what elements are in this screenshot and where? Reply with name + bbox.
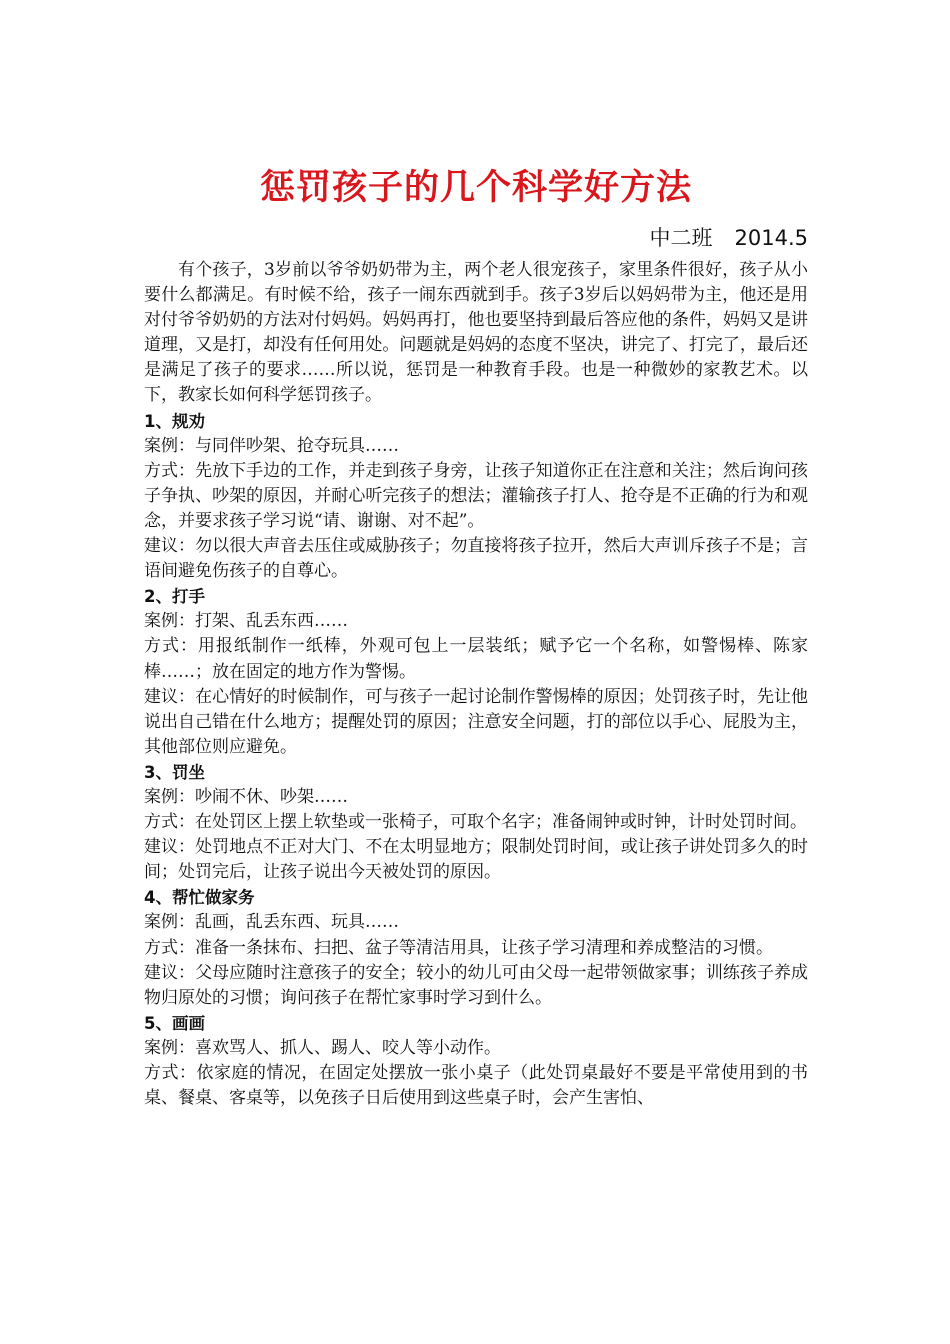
- section-heading: 4、帮忙做家务: [144, 888, 255, 908]
- intro-paragraph: 有个孩子，3岁前以爷爷奶奶带为主，两个老人很宠孩子，家里条件很好，孩子从小要什么都满足。有时候不给，孩子一闹东西就到手。孩子3岁后以妈妈带为主，他还是用对付爷爷奶奶的方法对付妈妈。妈妈再打，他也要坚持到最后答应他的条件，妈妈又是讲道理，又是打，却没有任何用处。问题就是妈妈的态度不坚决，讲完了、打完了，最后还是满足了孩子的要求……所以说，惩罚是一种教育手段。也是一种微妙的家教艺术。以下，教家长如何科学惩罚孩子。: [144, 260, 808, 406]
- case-text: 案例：吵闹不休、吵架……: [144, 786, 348, 807]
- section-heading: 2、打手: [144, 587, 205, 607]
- advice-text: 建议：处罚地点不正对大门、不在太明显地方；限制处罚时间，或让孩子讲处罚多久的时间；处罚完后，让孩子说出今天被处罚的原因。: [144, 837, 808, 883]
- case-text: 案例：喜欢骂人、抓人、踢人、咬人等小动作。: [144, 1037, 501, 1058]
- date: 2014.5: [734, 226, 808, 250]
- advice-text: 建议：在心情好的时候制作，可与孩子一起讨论制作警惕棒的原因；处罚孩子时，先让他说出自己错在什么地方；提醒处罚的原因；注意安全问题，打的部位以手心、屁股为主，其他部位则应避免。: [144, 686, 808, 757]
- method-text: 方式：先放下手边的工作，并走到孩子身旁，让孩子知道你正在注意和关注；然后询问孩子争执、吵架的原因，并耐心听完孩子的想法；灌输孩子打人、抢夺是不正确的行为和观念，并要求孩子学习说“请、谢谢、对不起”。: [144, 460, 808, 531]
- document-title: 惩罚孩子的几个科学好方法: [259, 167, 692, 208]
- case-text: 案例：乱画，乱丢东西、玩具……: [144, 912, 399, 933]
- method-text: 方式：用报纸制作一纸棒，外观可包上一层装纸；赋予它一个名称，如警惕棒、陈家棒……；放在固定的地方作为警惕。: [144, 636, 808, 682]
- section-heading: 3、罚坐: [144, 762, 205, 782]
- case-text: 案例：与同伴吵架、抢夺玩具……: [144, 435, 399, 456]
- section-heading: 5、画画: [144, 1013, 205, 1033]
- byline: [650, 222, 808, 252]
- method-text: 方式：依家庭的情况，在固定处摆放一张小桌子（此处罚桌最好不要是平常使用到的书桌、餐桌、客桌等，以免孩子日后使用到这些桌子时，会产生害怕、: [144, 1063, 808, 1109]
- advice-text: 建议：父母应随时注意孩子的安全；较小的幼儿可由父母一起带领做家事；训练孩子养成物归原处的习惯；询问孩子在帮忙家事时学习到什么。: [144, 962, 808, 1008]
- case-text: 案例：打架、乱丢东西……: [144, 611, 348, 632]
- class-name: 中二班: [649, 226, 713, 250]
- method-text: 方式：准备一条抹布、扫把、盆子等清洁用具，让孩子学习清理和养成整洁的习惯。: [144, 937, 773, 958]
- method-text: 方式：在处罚区上摆上软垫或一张椅子，可取个名字；准备闹钟或时钟，计时处罚时间。: [144, 812, 807, 833]
- document-body: [144, 258, 808, 1111]
- section-heading: 1、规劝: [144, 411, 205, 431]
- advice-text: 建议：勿以很大声音去压住或威胁孩子；勿直接将孩子拉开，然后大声训斥孩子不是；言语间避免伤孩子的自尊心。: [144, 536, 808, 582]
